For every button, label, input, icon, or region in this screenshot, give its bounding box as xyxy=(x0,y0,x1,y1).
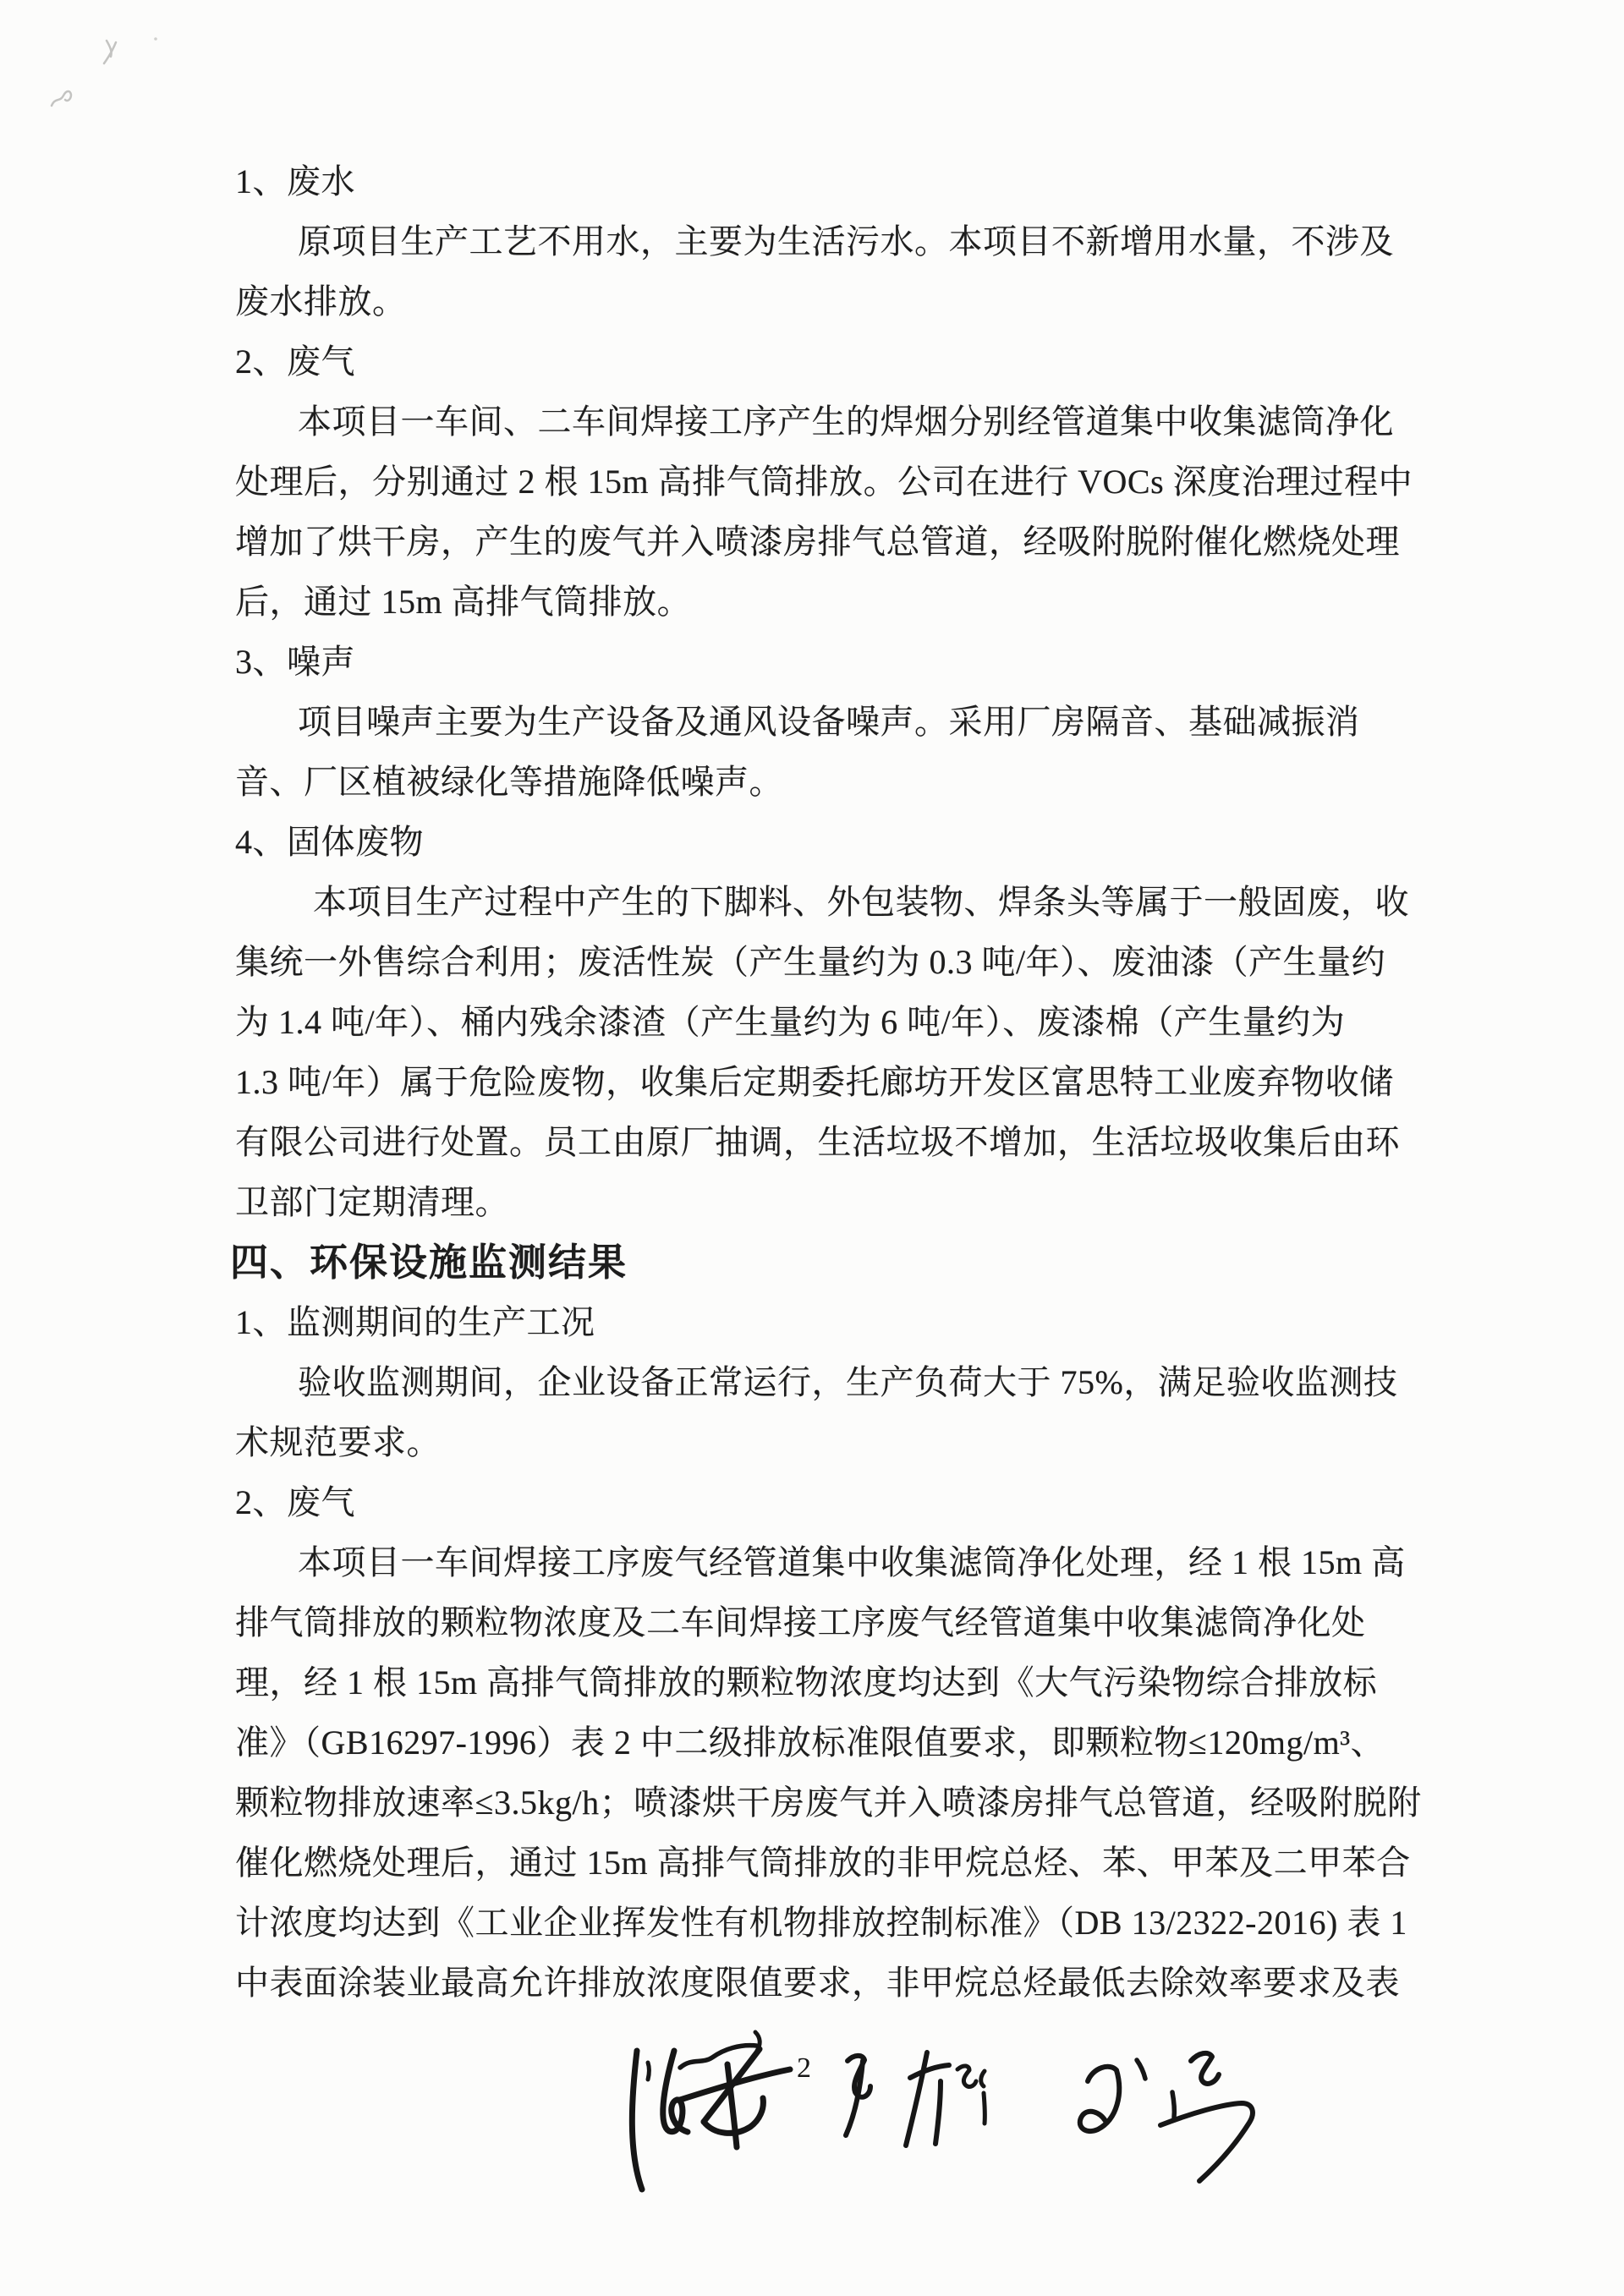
smudge-dot xyxy=(154,37,157,41)
text-line: 增加了烘干房，产生的废气并入喷漆房排气总管道，经吸附脱附催化燃烧处理 xyxy=(235,523,1400,561)
text-line: 4、固体废物 xyxy=(235,823,424,861)
text-line: 3、噪声 xyxy=(235,643,355,681)
text-line: 术规范要求。 xyxy=(235,1423,441,1461)
text-line: 本项目一车间焊接工序废气经管道集中收集滤筒净化处理，经 1 根 15m 高 xyxy=(298,1543,1406,1581)
text-line: 卫部门定期清理。 xyxy=(235,1183,509,1221)
text-line: 催化燃烧处理后，通过 15m 高排气筒排放的非甲烷总烃、苯、甲苯及二甲苯合 xyxy=(235,1844,1411,1882)
text-line: 处理后，分别通过 2 根 15m 高排气筒排放。公司在进行 VOCs 深度治理过程中 xyxy=(235,463,1413,501)
text-line: 集统一外售综合利用；废活性炭（产生量约为 0.3 吨/年）、废油漆（产生量约 xyxy=(235,943,1386,981)
signature-group-1 xyxy=(632,2032,790,2189)
text-line: 本项目生产过程中产生的下脚料、外包装物、焊条头等属于一般固废，收 xyxy=(313,883,1409,921)
smudge-squiggle xyxy=(52,91,71,106)
text-line: 计浓度均达到《工业企业挥发性有机物排放控制标准》（DB 13/2322-2016) 表 1 xyxy=(235,1904,1407,1942)
text-line: 1、监测期间的生产工况 xyxy=(235,1303,595,1341)
document-text-block xyxy=(230,151,1422,2013)
text-line: 四、环保设施监测结果 xyxy=(230,1241,628,1284)
text-line: 音、厂区植被绿化等措施降低噪声。 xyxy=(235,763,783,801)
scan-smudge-marks xyxy=(0,0,254,169)
text-line: 中表面涂装业最高允许排放浓度限值要求，非甲烷总烃最低去除效率要求及表 xyxy=(235,1964,1400,2002)
text-line: 后，通过 15m 高排气筒排放。 xyxy=(235,583,692,621)
text-line: 排气筒排放的颗粒物浓度及二车间焊接工序废气经管道集中收集滤筒净化处 xyxy=(235,1603,1366,1641)
text-line: 为 1.4 吨/年）、桶内残余漆渣（产生量约为 6 吨/年）、废漆棉（产生量约为 xyxy=(235,1003,1346,1041)
signature-superscript: 2 xyxy=(797,2052,811,2084)
text-line: 准》（GB16297-1996）表 2 中二级排放标准限值要求，即颗粒物≤120mg/m³、 xyxy=(235,1723,1385,1762)
signature-group-2 xyxy=(846,2052,985,2145)
text-line: 理，经 1 根 15m 高排气筒排放的颗粒物浓度均达到《大气污染物综合排放标 xyxy=(235,1663,1378,1701)
text-line: 颗粒物排放速率≤3.5kg/h；喷漆烘干房废气并入喷漆房排气总管道，经吸附脱附 xyxy=(235,1784,1422,1822)
text-line: 有限公司进行处置。员工由原厂抽调，生活垃圾不增加，生活垃圾收集后由环 xyxy=(235,1123,1400,1161)
text-line: 1.3 吨/年）属于危险废物，收集后定期委托廊坊开发区富思特工业废弃物收储 xyxy=(235,1063,1394,1101)
text-line: 2、废气 xyxy=(235,342,355,381)
text-line: 1、废水 xyxy=(235,162,355,200)
signature-ink-strokes xyxy=(575,2008,1269,2262)
text-line: 项目噪声主要为生产设备及通风设备噪声。采用厂房隔音、基础减振消 xyxy=(298,703,1360,741)
text-line: 本项目一车间、二车间焊接工序产生的焊烟分别经管道集中收集滤筒净化 xyxy=(298,403,1394,441)
handwritten-signature xyxy=(575,2008,1269,2262)
text-line: 验收监测期间，企业设备正常运行，生产负荷大于 75%，满足验收监测技 xyxy=(298,1363,1398,1401)
signature-group-3 xyxy=(1080,2053,1253,2181)
text-line: 原项目生产工艺不用水，主要为生活污水。本项目不新增用水量，不涉及 xyxy=(298,222,1394,260)
text-line: 废水排放。 xyxy=(235,282,407,321)
text-line: 2、废气 xyxy=(235,1483,355,1521)
